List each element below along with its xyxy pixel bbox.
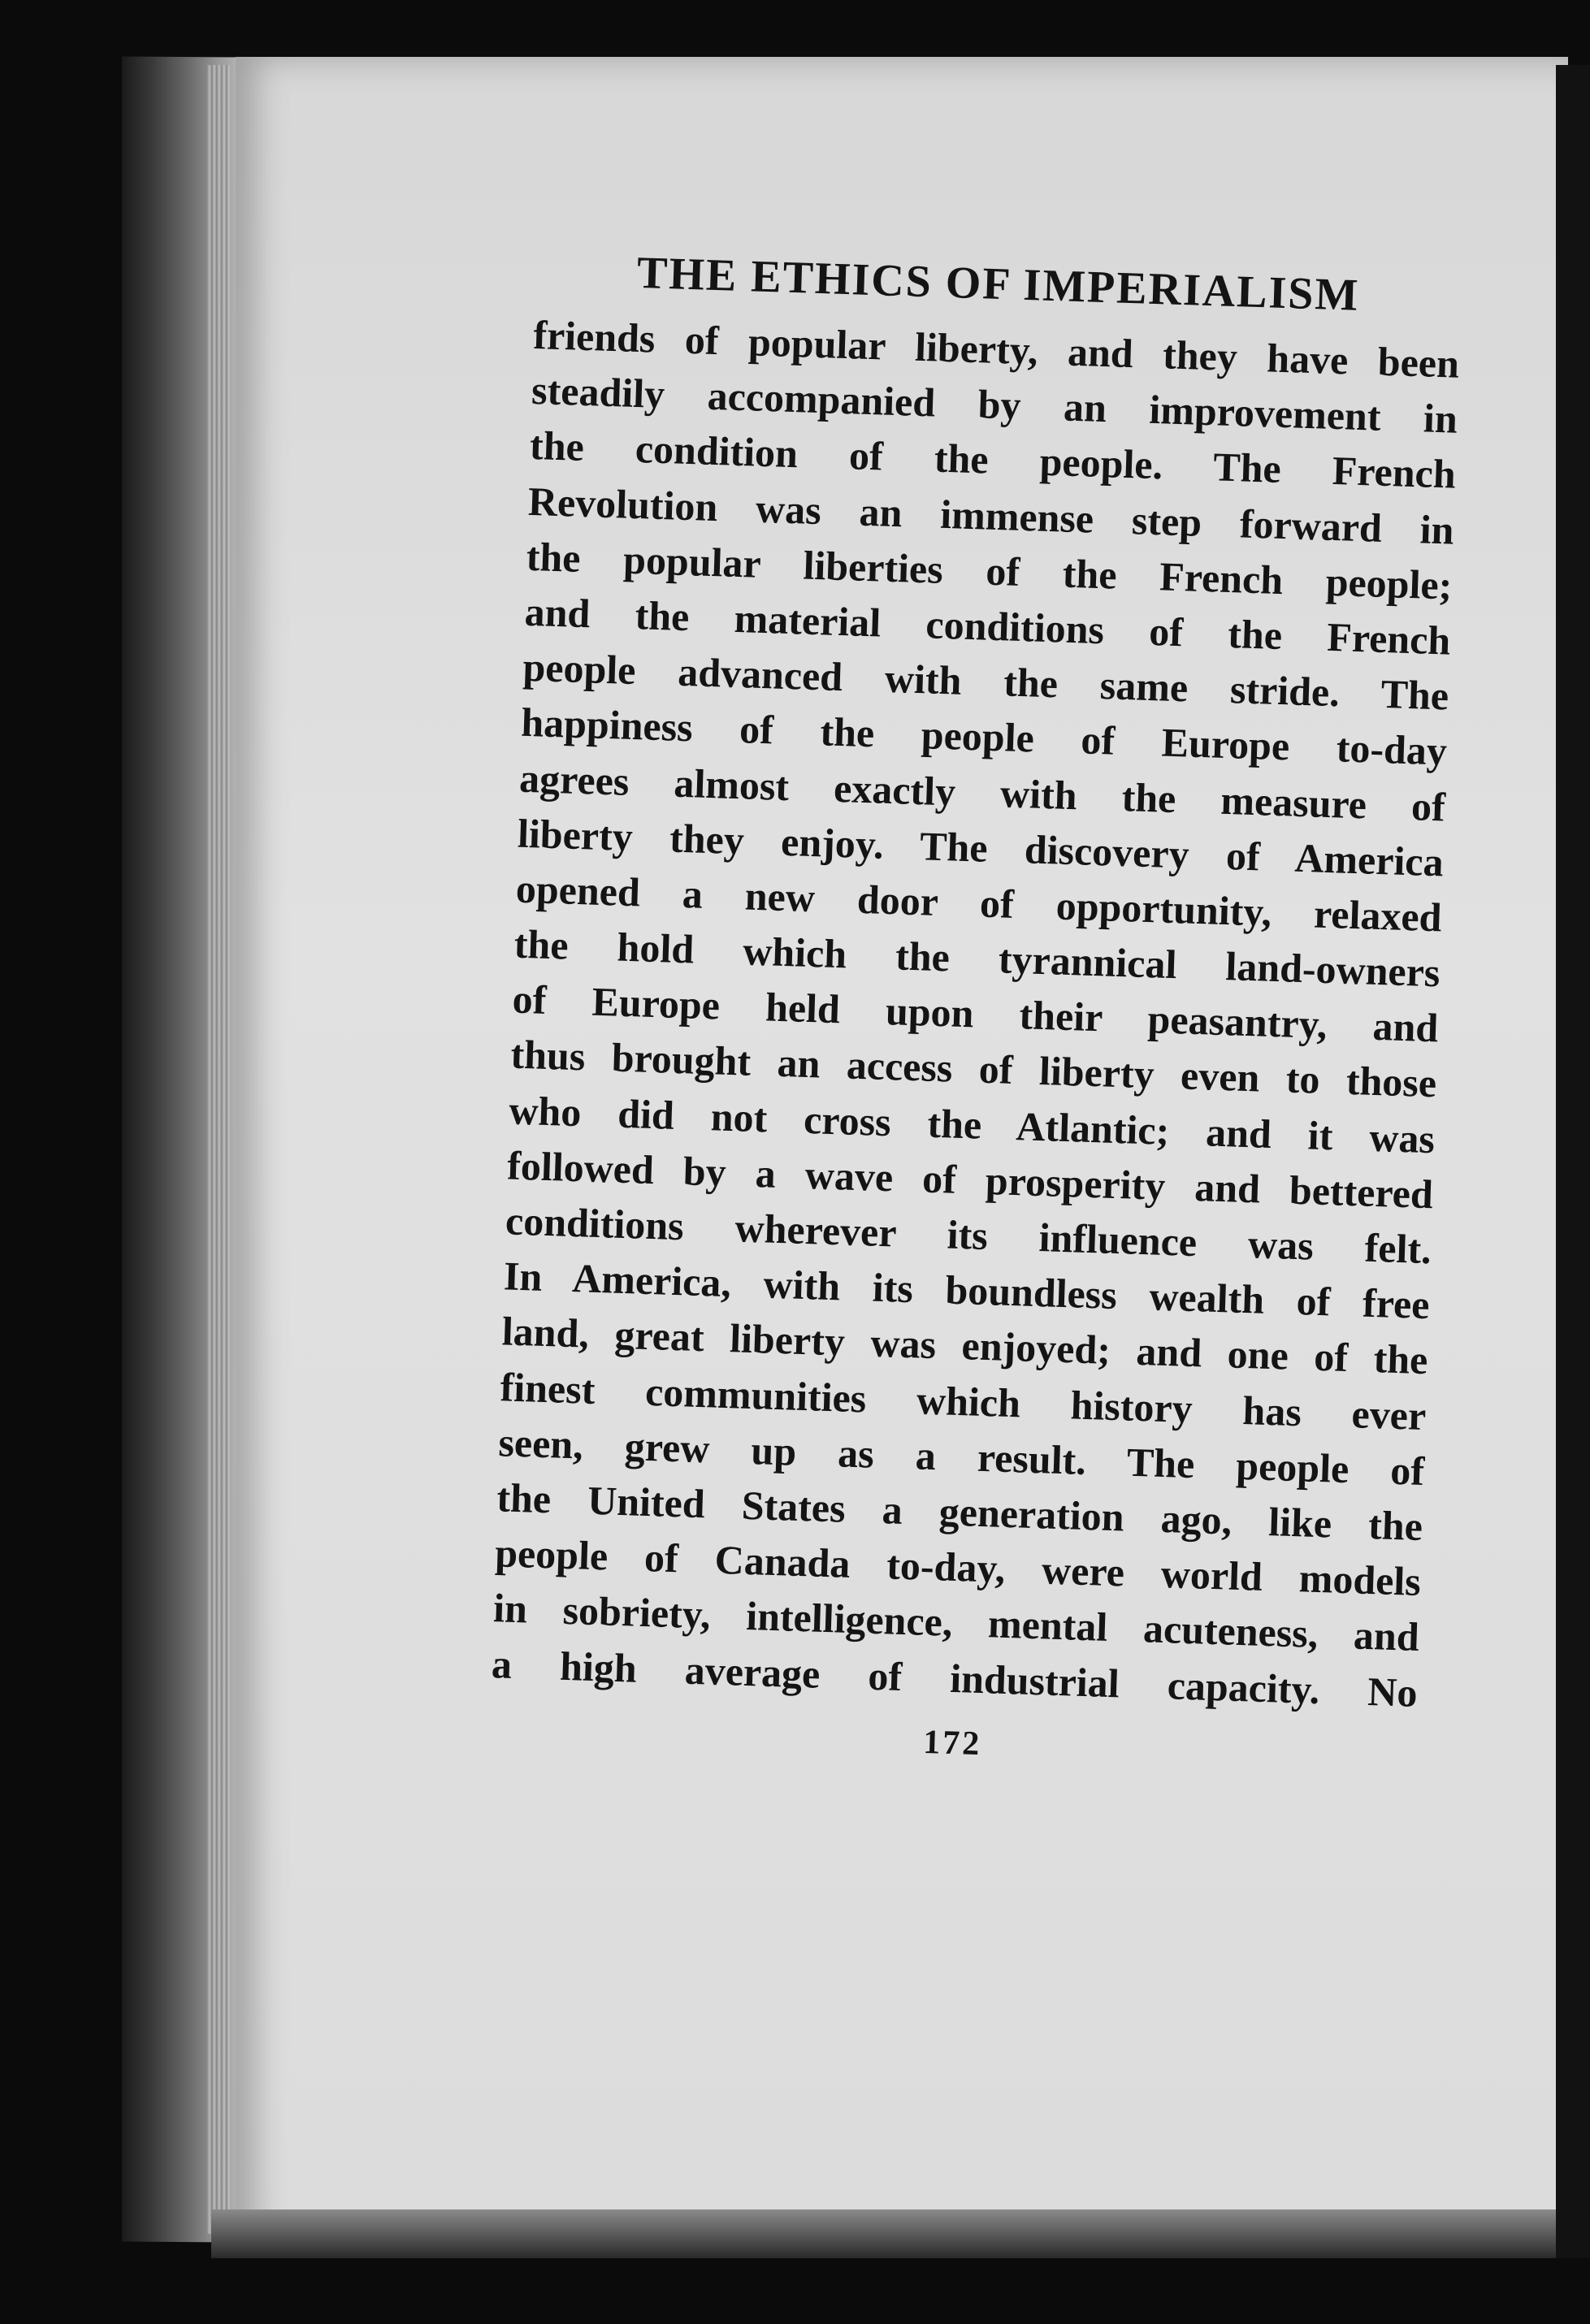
body-text <box>491 307 1460 1720</box>
text-line: finest communities which history has ever <box>499 1363 1428 1439</box>
text-line: thus brought an access of liberty even to those <box>509 1031 1437 1106</box>
text-line: a high average of industrial capacity. No <box>491 1640 1419 1716</box>
text-line: Revolution was an immense step forward in <box>527 478 1455 553</box>
text-line: followed by a wave of prosperity and bettered <box>506 1142 1434 1218</box>
page-edges <box>207 65 230 2234</box>
text-line: liberty they enjoy. The discovery of America <box>517 810 1445 885</box>
text-line: and the material conditions of the French <box>523 588 1452 664</box>
text-line: in sobriety, intelligence, mental acuteness, and <box>492 1585 1420 1660</box>
text-line: friends of popular liberty, and they have been <box>532 311 1460 387</box>
text-line: In America, with its boundless wealth of free <box>503 1253 1431 1328</box>
text-line: the condition of the people. The French <box>529 422 1457 498</box>
text-line: the United States a generation ago, like the <box>496 1474 1423 1549</box>
text-line: steadily accompanied by an improvement in <box>531 367 1458 442</box>
text-line: people of Canada to-day, were world models <box>494 1530 1422 1605</box>
text-line: opened a new door of opportunity, relaxed <box>515 865 1443 941</box>
right-margin-shadow <box>1556 65 1590 2258</box>
text-line: the hold which the tyrannical land-owners <box>513 920 1441 996</box>
text-line: people advanced with the same stride. The <box>522 643 1449 719</box>
text-line: conditions wherever its influence was felt. <box>505 1197 1432 1273</box>
text-line: the popular liberties of the French people; <box>526 533 1454 608</box>
running-head: THE ETHICS OF IMPERIALISM <box>636 247 1361 321</box>
text-block <box>489 244 1462 1777</box>
text-line: of Europe held upon their peasantry, and <box>511 976 1440 1051</box>
text-line: seen, grew up as a result. The people of <box>497 1419 1425 1494</box>
text-line: who did not cross the Atlantic; and it was <box>508 1087 1436 1162</box>
text-line: happiness of the people of Europe to-day <box>520 699 1448 774</box>
page-number: 172 <box>922 1723 982 1763</box>
page-bottom-edge <box>211 2209 1584 2258</box>
text-line: agrees almost exactly with the measure of <box>518 755 1446 829</box>
text-line: land, great liberty was enjoyed; and one of the <box>501 1308 1429 1383</box>
